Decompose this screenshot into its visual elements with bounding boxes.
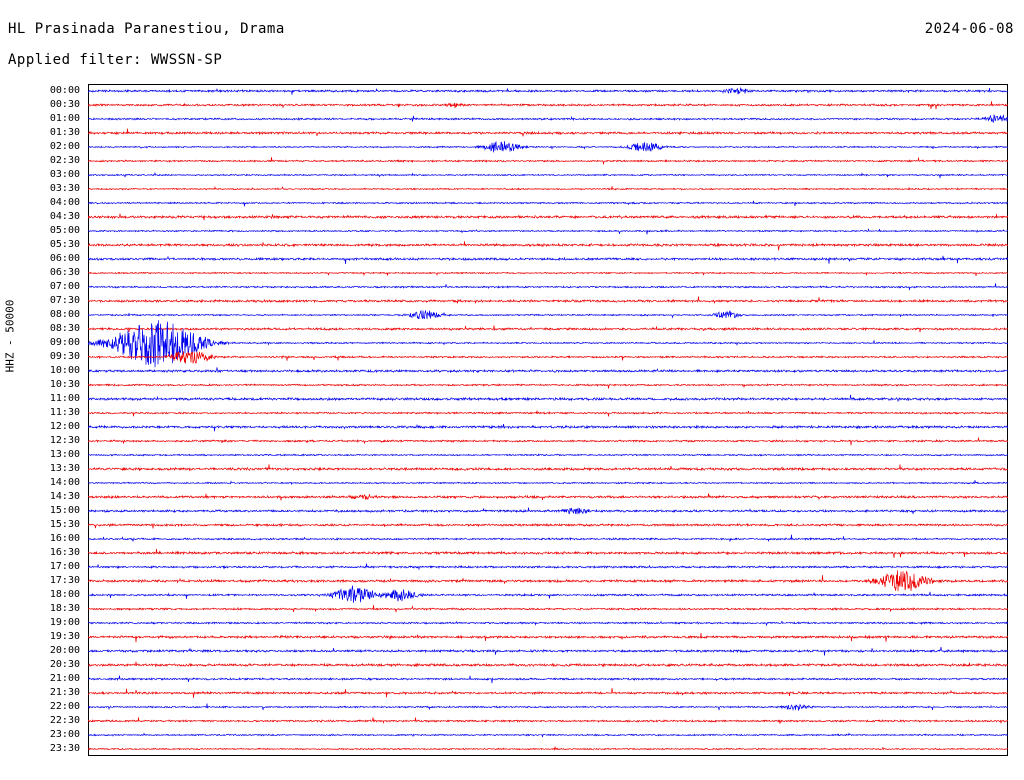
time-tick-label: 21:30 <box>49 687 80 698</box>
trace-row <box>88 173 1008 178</box>
trace-row <box>88 351 1008 363</box>
time-tick-label: 13:30 <box>49 463 80 474</box>
trace-row <box>88 747 1008 750</box>
time-tick-label: 03:00 <box>49 169 80 180</box>
trace-row <box>88 367 1008 372</box>
time-tick-label: 05:00 <box>49 225 80 236</box>
time-tick-label: 22:00 <box>49 701 80 712</box>
time-tick-label: 15:30 <box>49 519 80 530</box>
trace-row <box>88 424 1008 431</box>
time-tick-label: 11:30 <box>49 407 80 418</box>
time-tick-label: 12:30 <box>49 435 80 446</box>
trace-row <box>88 549 1008 558</box>
time-tick-label: 10:00 <box>49 365 80 376</box>
trace-row <box>88 229 1008 234</box>
trace-row <box>88 633 1008 642</box>
time-tick-label: 01:30 <box>49 127 80 138</box>
trace-row <box>88 524 1008 529</box>
plot-frame <box>89 85 1008 756</box>
trace-row <box>88 214 1008 221</box>
time-tick-label: 10:30 <box>49 379 80 390</box>
time-tick-label: 06:00 <box>49 253 80 264</box>
time-tick-label: 08:30 <box>49 323 80 334</box>
time-tick-label: 04:00 <box>49 197 80 208</box>
applied-filter-label: Applied filter: WWSSN-SP <box>8 52 223 68</box>
trace-row <box>88 454 1008 456</box>
trace-row <box>88 647 1008 656</box>
time-tick-label: 22:30 <box>49 715 80 726</box>
time-tick-label: 02:00 <box>49 141 80 152</box>
trace-row <box>88 438 1008 446</box>
trace-row <box>88 272 1008 276</box>
trace-row <box>88 157 1008 164</box>
trace-row <box>88 256 1008 264</box>
trace-row <box>88 508 1008 515</box>
time-tick-labels <box>0 84 86 756</box>
time-tick-label: 20:00 <box>49 645 80 656</box>
trace-row <box>88 717 1008 723</box>
trace-row <box>88 141 1008 152</box>
time-tick-label: 23:00 <box>49 729 80 740</box>
trace-row <box>88 704 1008 711</box>
date-label: 2024-06-08 <box>924 21 1014 37</box>
time-tick-label: 17:30 <box>49 575 80 586</box>
trace-row <box>88 688 1008 698</box>
trace-row <box>88 480 1008 484</box>
time-tick-label: 19:30 <box>49 631 80 642</box>
time-tick-label: 16:30 <box>49 547 80 558</box>
time-tick-label: 07:30 <box>49 295 80 306</box>
time-tick-label: 14:30 <box>49 491 80 502</box>
time-tick-label: 07:00 <box>49 281 80 292</box>
time-tick-label: 09:30 <box>49 351 80 362</box>
y-axis-label: HHZ - 50000 <box>3 299 17 373</box>
trace-row <box>88 395 1008 401</box>
trace-row <box>88 241 1008 250</box>
time-tick-label: 02:30 <box>49 155 80 166</box>
trace-row <box>88 283 1008 290</box>
time-tick-label: 09:00 <box>49 337 80 348</box>
trace-row <box>88 493 1008 500</box>
time-tick-label: 19:00 <box>49 617 80 628</box>
time-tick-label: 11:00 <box>49 393 80 404</box>
time-tick-label: 23:30 <box>49 743 80 754</box>
trace-row <box>88 186 1008 190</box>
trace-row <box>88 320 1008 367</box>
time-tick-label: 01:00 <box>49 113 80 124</box>
trace-row <box>88 384 1008 389</box>
trace-row <box>88 311 1008 319</box>
trace-row <box>88 201 1008 207</box>
trace-row <box>88 676 1008 684</box>
time-tick-label: 04:30 <box>49 211 80 222</box>
time-tick-label: 13:00 <box>49 449 80 460</box>
trace-row <box>88 564 1008 570</box>
station-title: HL Prasinada Paranestiou, Drama <box>8 21 285 37</box>
trace-row <box>88 325 1008 332</box>
trace-row <box>88 586 1008 603</box>
trace-row <box>88 662 1008 667</box>
time-tick-label: 20:30 <box>49 659 80 670</box>
chart-header <box>0 0 1024 76</box>
time-tick-label: 18:30 <box>49 603 80 614</box>
trace-row <box>88 115 1008 122</box>
trace-row <box>88 88 1008 95</box>
time-tick-label: 17:00 <box>49 561 80 572</box>
trace-row <box>88 605 1008 612</box>
time-tick-label: 00:00 <box>49 85 80 96</box>
time-tick-label: 06:30 <box>49 267 80 278</box>
time-tick-label: 08:00 <box>49 309 80 320</box>
trace-row <box>88 570 1008 591</box>
trace-row <box>88 411 1008 417</box>
time-tick-label: 15:00 <box>49 505 80 516</box>
trace-row <box>88 733 1008 737</box>
time-tick-label: 21:00 <box>49 673 80 684</box>
time-tick-label: 03:30 <box>49 183 80 194</box>
trace-row <box>88 297 1008 304</box>
trace-row <box>88 129 1008 137</box>
time-tick-label: 16:00 <box>49 533 80 544</box>
time-tick-label: 00:30 <box>49 99 80 110</box>
time-tick-label: 12:00 <box>49 421 80 432</box>
time-tick-label: 14:00 <box>49 477 80 488</box>
trace-row <box>88 535 1008 542</box>
seismogram-traces <box>88 84 1008 756</box>
seismogram-plot <box>88 84 1008 756</box>
time-tick-label: 18:00 <box>49 589 80 600</box>
trace-row <box>88 101 1008 109</box>
trace-row <box>88 621 1008 626</box>
time-tick-label: 05:30 <box>49 239 80 250</box>
trace-row <box>88 464 1008 470</box>
